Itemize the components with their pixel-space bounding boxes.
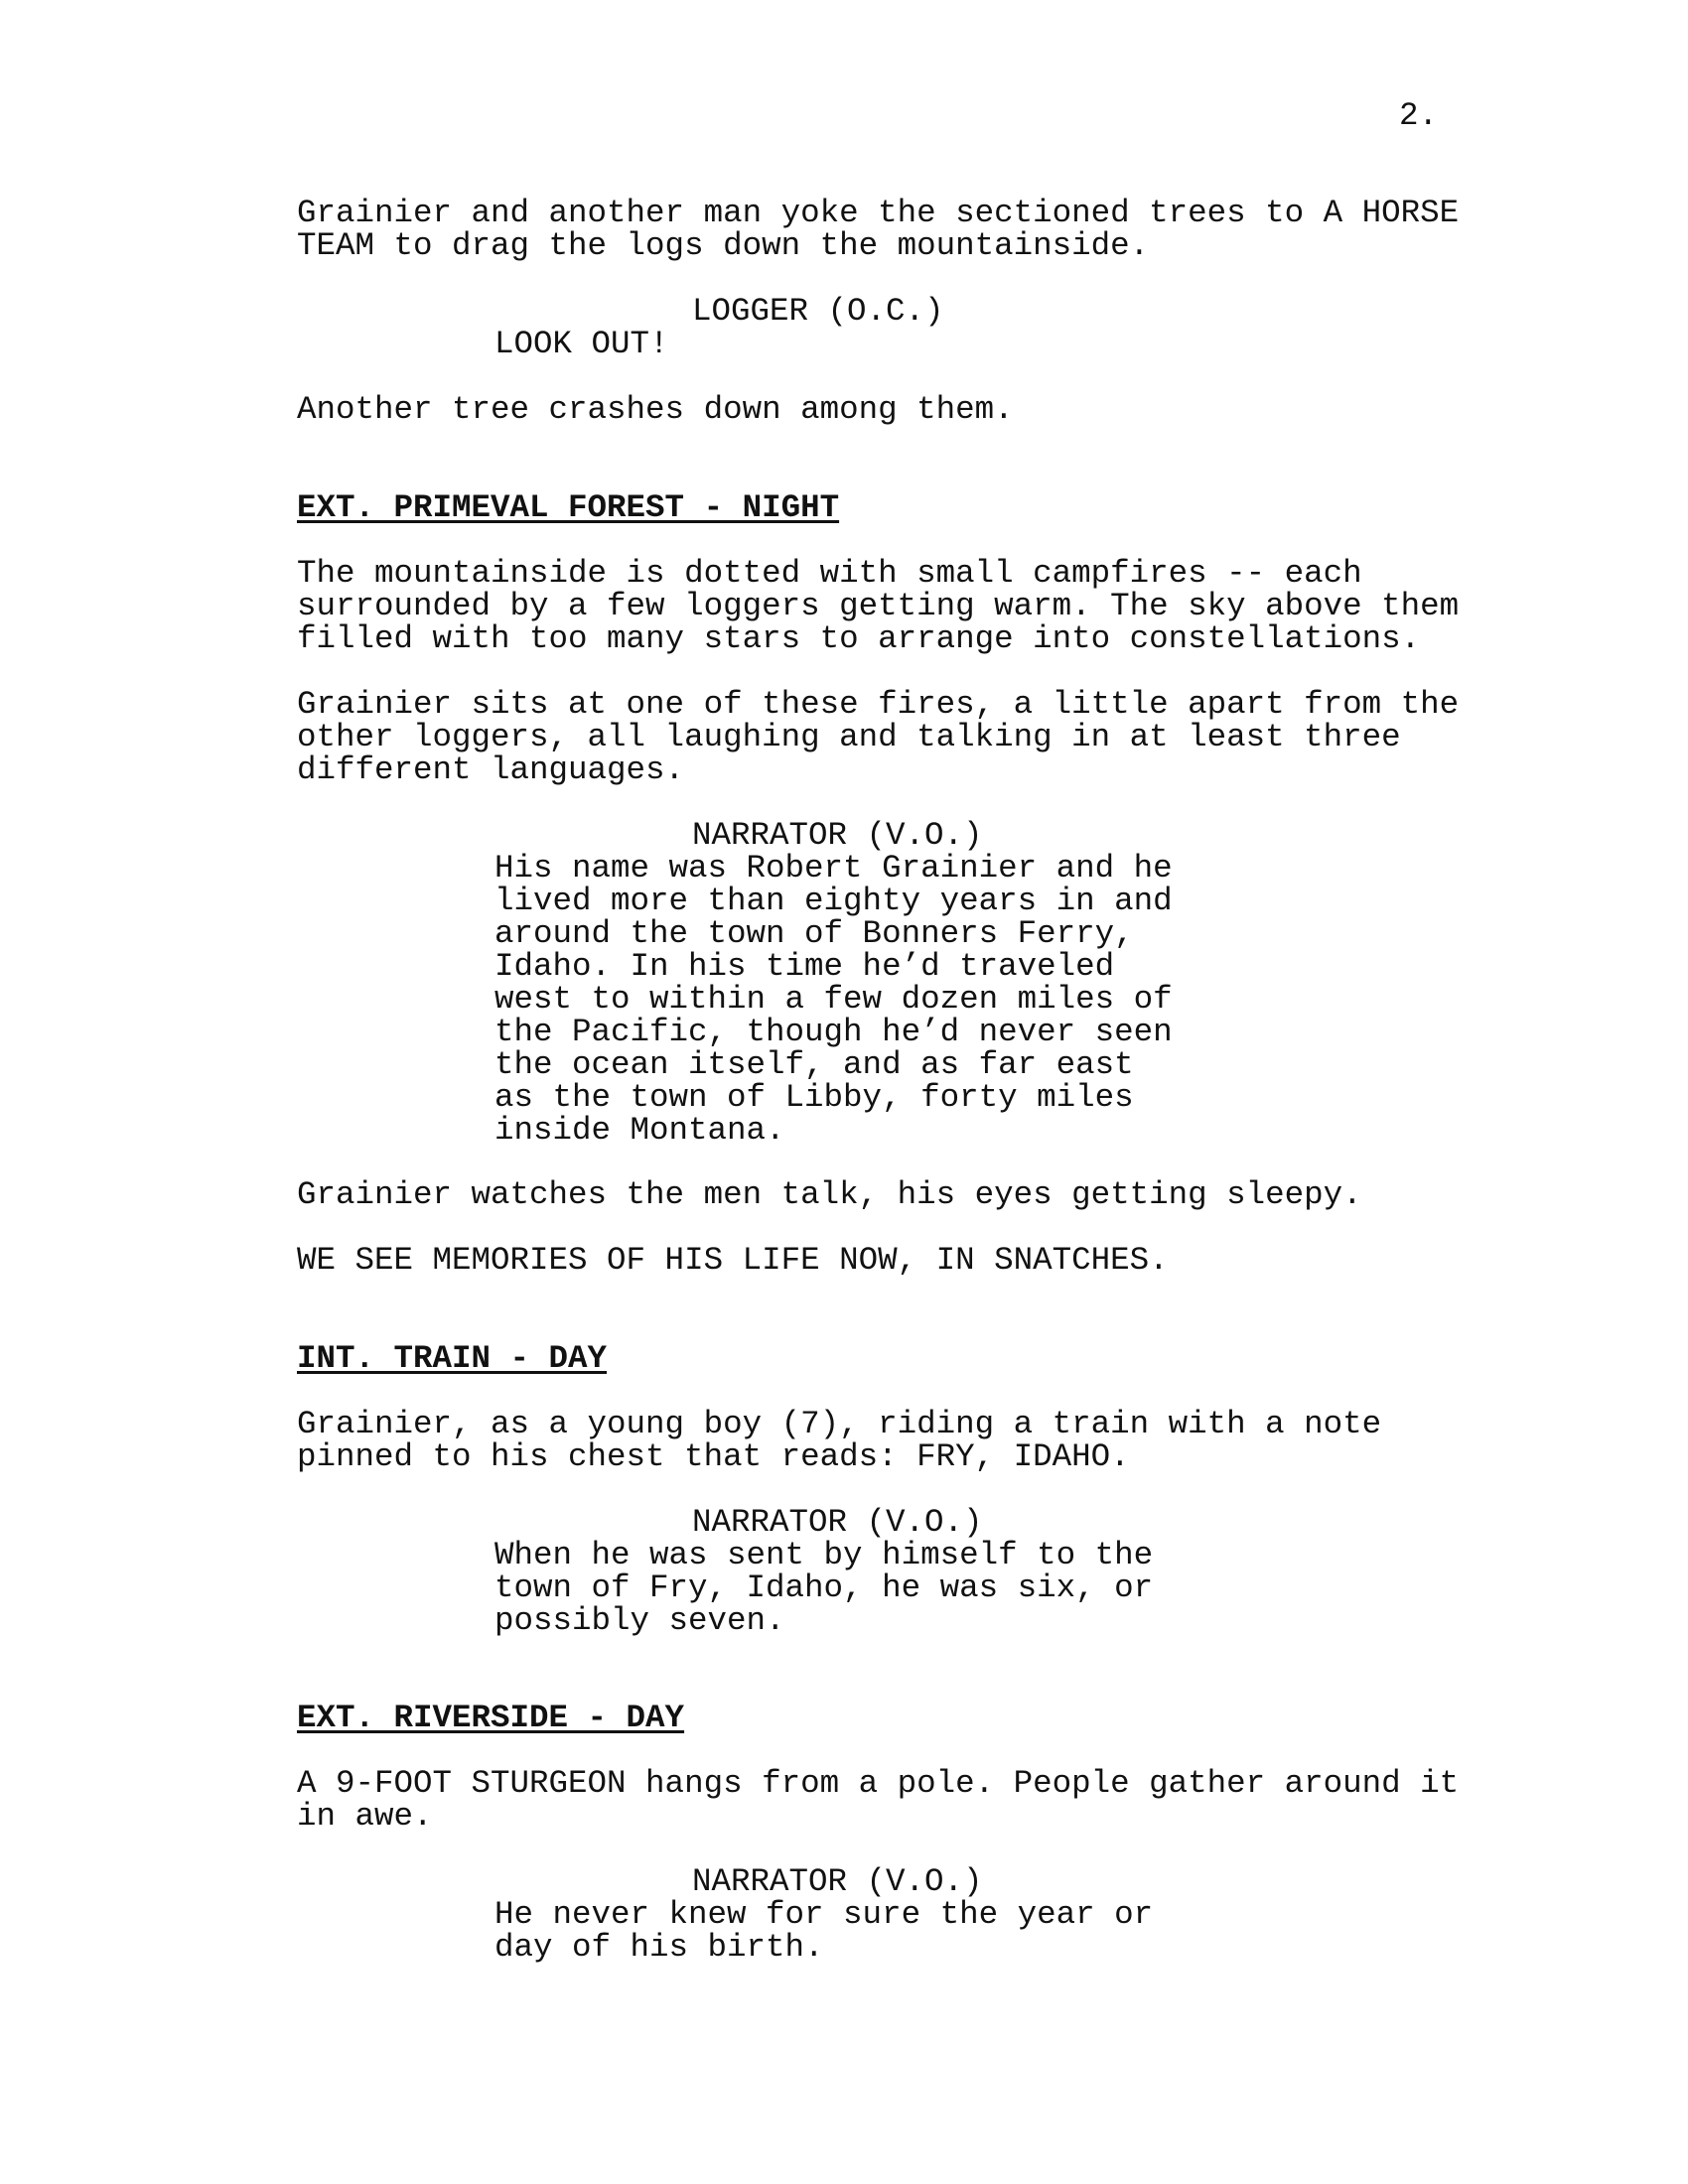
- action-line: Grainier sits at one of these fires, a little apart from the other loggers, all laughing and talking in at least three different languages.: [297, 686, 1460, 788]
- character-cue: LOGGER (O.C.): [692, 293, 944, 330]
- action-line: The mountainside is dotted with small campfires -- each surrounded by a few loggers getting warm. The sky above them filled with too many stars to arrange into constellations.: [297, 555, 1460, 657]
- character-cue: NARRATOR (V.O.): [692, 1863, 983, 1900]
- scene-heading: EXT. PRIMEVAL FOREST - NIGHT: [297, 489, 840, 526]
- action-line: Grainier, as a young boy (7), riding a train with a note pinned to his chest that reads: FRY, IDAHO.: [297, 1406, 1382, 1475]
- action-line: WE SEE MEMORIES OF HIS LIFE NOW, IN SNATCHES.: [297, 1242, 1169, 1279]
- scene-heading: EXT. RIVERSIDE - DAY: [297, 1700, 685, 1736]
- dialogue: His name was Robert Grainier and he lived more than eighty years in and around the town of Bonners Ferry, Idaho. In his time he’d traveled west to within a few dozen miles of the Pacific, though he’d never seen the ocean itself, and as far east as the town of Libby, forty miles inside Montana.: [494, 850, 1173, 1149]
- scene-heading: INT. TRAIN - DAY: [297, 1340, 608, 1377]
- dialogue: When he was sent by himself to the town of Fry, Idaho, he was six, or possibly seven.: [494, 1537, 1154, 1639]
- action-line: Grainier watches the men talk, his eyes getting sleepy.: [297, 1176, 1362, 1213]
- character-cue: NARRATOR (V.O.): [692, 1504, 983, 1541]
- dialogue: He never knew for sure the year or day of his birth.: [494, 1896, 1154, 1966]
- action-line: Grainier and another man yoke the sectioned trees to A HORSE TEAM to drag the logs down the mountainside.: [297, 195, 1460, 264]
- dialogue: LOOK OUT!: [494, 326, 669, 362]
- action-line: Another tree crashes down among them.: [297, 391, 1014, 428]
- action-line: A 9-FOOT STURGEON hangs from a pole. People gather around it in awe.: [297, 1765, 1460, 1835]
- character-cue: NARRATOR (V.O.): [692, 817, 983, 854]
- page-number: 2.: [1399, 97, 1439, 134]
